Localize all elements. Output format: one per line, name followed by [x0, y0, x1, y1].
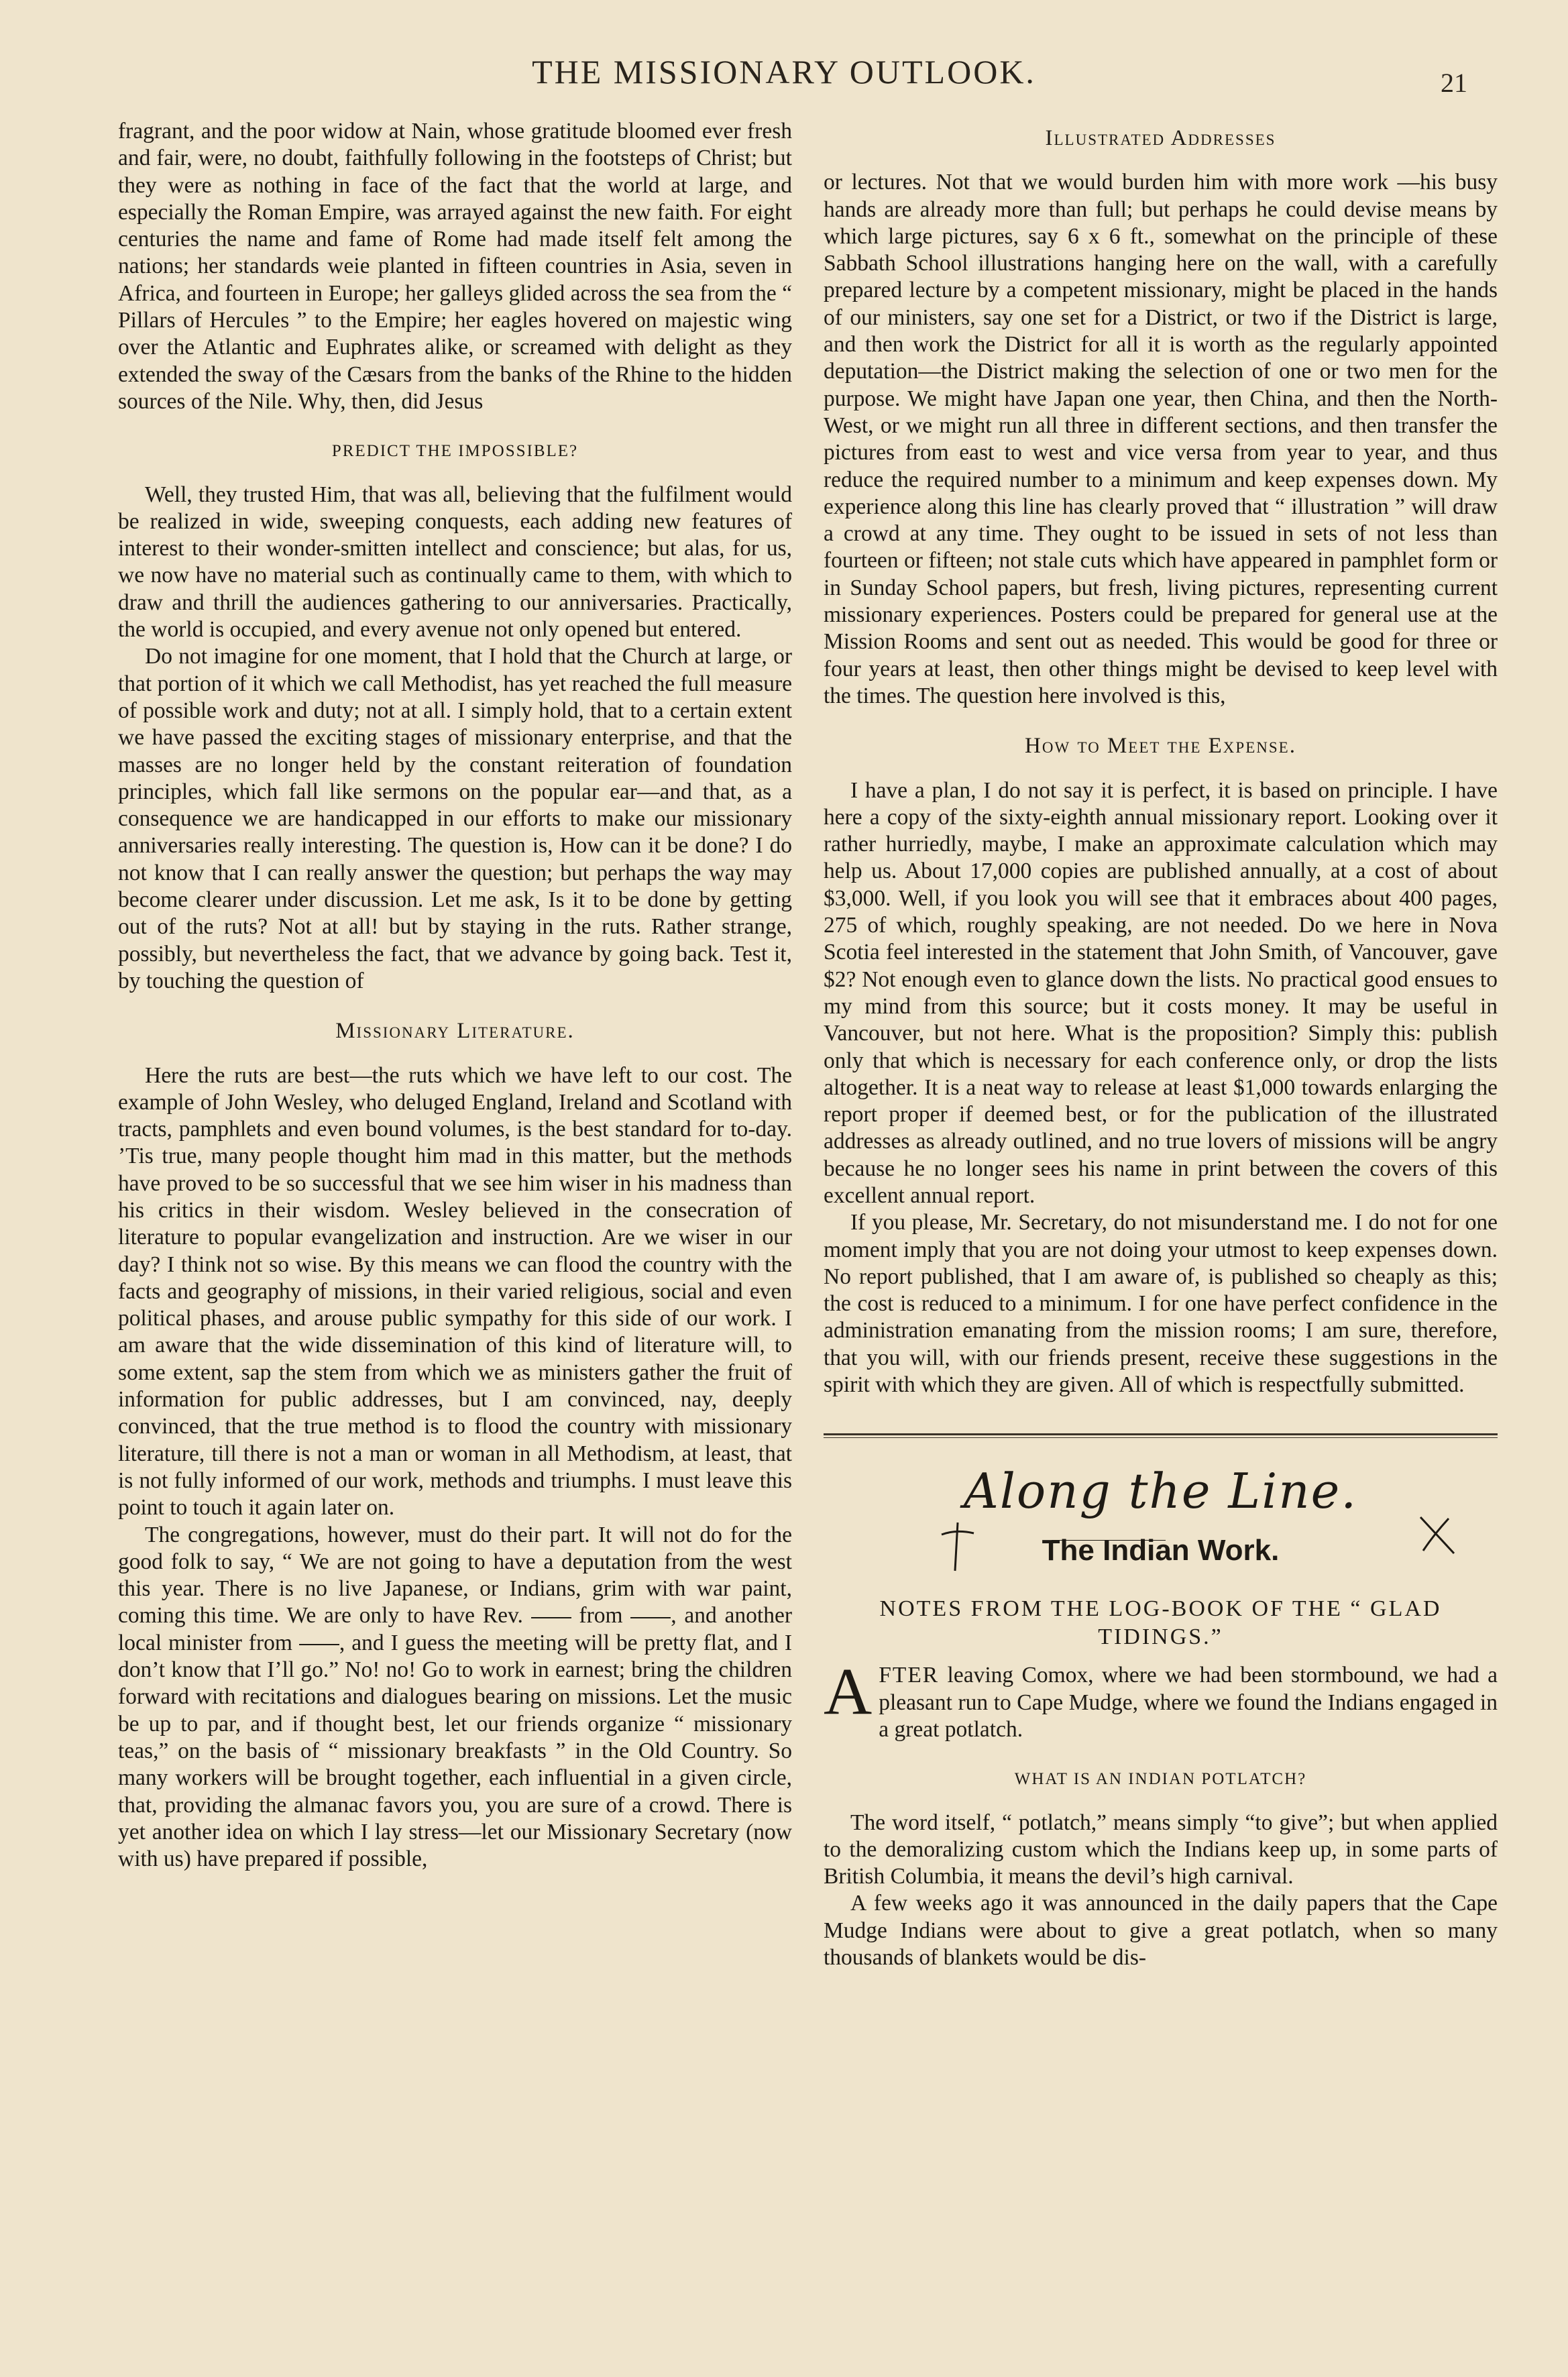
- paragraph: Well, they trusted Him, that was all, believing that the fulfilment would be realized in wide, sweeping conquests, each adding new features of interest to their wonder-smitten intellect and conscience; but alas, for us, we now have no material such as continually came to them, with which to draw and thrill the audiences gathering to our anniversaries. Practically, the world is occupied, and every avenue not only opened but entered.: [118, 482, 792, 643]
- paragraph: If you please, Mr. Secretary, do not misunderstand me. I do not for one moment imply that you are not doing your utmost to keep expenses down. No report published, that I am aware of, is published so cheaply as this; the cost is reduced to a minimum. I for one have perfect confidence in the administration emanating from the mission rooms; I am sure, therefore, that you will, with our friends present, receive these suggestions in the spirit with which they are given. All of which is respectfully submitted.: [824, 1210, 1498, 1398]
- blank-dash: [531, 1617, 571, 1618]
- section-heading-predict: PREDICT THE IMPOSSIBLE?: [331, 442, 579, 461]
- running-title: THE MISSIONARY OUTLOOK.: [532, 53, 1036, 91]
- text-run: The congregations, however, must do their part. It will not do for the good folk to say, “ We are not going to have a deputation from the west this year. There is no live Japanese, or Indians, grim with war paint, coming this time. We are only to have Rev.: [118, 1522, 792, 1628]
- section-divider: [824, 1433, 1498, 1438]
- section-heading-potlatch: WHAT IS AN INDIAN POTLATCH?: [1014, 1770, 1307, 1789]
- section-heading-literature: Missionary Literature.: [335, 1019, 575, 1044]
- first-word: FTER: [879, 1663, 940, 1688]
- x-mark-icon: [1414, 1512, 1461, 1559]
- paragraph: fragrant, and the poor widow at Nain, whose gratitude bloomed ever fresh and fair, were, no doubt, faithfully following in the footsteps of Christ; but they were as nothing in face of the fact that the world at large, and especially the Roman Empire, was arrayed against the new faith. For eight centuries the name and fame of Rome had made itself felt among the nations; her standards weie planted in fifteen countries in Asia, seven in Africa, and fourteen in Europe; her galleys glided across the sea from the “ Pillars of Hercules ” to the Empire; her eagles hovered on majestic wing over the Atlantic and Euphrates alike, or screamed with delight as they extended the sway of the Cæsars from the banks of the Rhine to the hidden sources of the Nile. Why, then, did Jesus: [118, 119, 792, 414]
- paragraph-congregations: [118, 1522, 792, 1873]
- text-run: from: [579, 1603, 623, 1628]
- left-column: [118, 118, 792, 1873]
- dropcap-paragraph: [824, 1654, 1498, 1743]
- blank-dash: [299, 1644, 339, 1645]
- text-run: leaving Comox, where we had been stormbound, we had a pleasant run to Cape Mudge, where we found the Indians engaged in a great potlatch.: [879, 1663, 1498, 1742]
- text-run: , and another local minister from: [118, 1603, 792, 1655]
- paragraph: Here the ruts are best—the ruts which we have left to our cost. The example of John Wesley, who deluged England, Ireland and Scotland with tracts, pamphlets and even bound volumes, is the best standard for to-day. ’Tis true, many people thought him mad in this matter, but the methods have proved to be so successful that we see him wiser in his madness than his critics in their wisdom. Wesley believed in the consecration of literature to popular evangelization and instruction. Are we wiser in our day? I think not so wise. By this means we can flood the country with the facts and geography of missions, in their varied religious, social and even political phases, and arouse public sympathy for this side of our work. I am aware that the wide dissemination of this kind of literature will, to some extent, sap the stem from which we as ministers gather the fruit of information for public addresses, but I am convinced, nay, deeply convinced, that the true method is to flood the country with missionary literature, till there is not a man or woman in all Methodism, at least, that is not fully informed of our work, methods and triumphs. I must leave this point to touch it again later on.: [118, 1062, 792, 1521]
- paragraph: A few weeks ago it was announced in the daily papers that the Cape Mudge Indians were about to give a great potlatch, when so many thousands of blankets would be dis-: [824, 1891, 1498, 1971]
- section-heading-illustrated: Illustrated Addresses: [1045, 126, 1276, 150]
- sub-title-row: [824, 1524, 1498, 1578]
- paragraph: I have a plan, I do not say it is perfect, it is based on principle. I have here a copy of the sixty-eighth annual missionary report. Looking over it rather hurriedly, maybe, I make an approximate calculation which may help us. About 17,000 copies are published annually, at a cost of about $3,000. Well, if you look you will see that it embraces about 400 pages, 275 of which, roughly speaking, are not needed. Do we here in Nova Scotia feel interested in the statement that John Smith, of Vancouver, gave $2? Not enough even to glance down the lists. No practical good ensues to my mind from this source; but it costs money. It may be useful in Vancouver, but not here. What is the proposition? Simply this: publish only that which is necessary for each conference only, or drop the lists altogether. It is a neat way to release at least $1,000 towards enlarging the report proper if deemed best, or for the publication of the illustrated addresses as already outlined, and no true lovers of missions will be angry because he no longer sees his name in print between the covers of this excellent annual report.: [824, 777, 1498, 1208]
- along-the-line-title: Along the Line.: [963, 1463, 1358, 1520]
- text-run: , and I guess the meeting will be pretty flat, and I don’t know that I’ll go.” No! no! Go to work in earnest; bring the children forward with recitations and dialogues bearing on missions. Let the music be up to par, and if thought best, let our friends organize “ missionary teas,” on the basis of “ missionary breakfasts ” in the Old Country. So many workers will be brought together, each influential in a given circle, that, providing the almanac favors you, you are sure of a crowd. There is yet another idea on which I lay stress—let our Missionary Secretary (now with us) have prepared if possible,: [118, 1630, 793, 1872]
- drop-cap: A: [824, 1654, 873, 1729]
- page-number: 21: [1441, 68, 1467, 98]
- blank-dash: [630, 1617, 671, 1618]
- paragraph: The word itself, “ potlatch,” means simply “to give”; but when applied to the demoralizing custom which the Indians keep up, in some parts of British Columbia, it means the devil’s high carnival.: [824, 1810, 1498, 1889]
- notes-heading: NOTES FROM THE LOG-BOOK OF THE “ GLAD TIDINGS.”: [879, 1596, 1442, 1650]
- right-column: [824, 118, 1498, 1971]
- paragraph: Do not imagine for one moment, that I hold that the Church at large, or that portion of it which we call Methodist, has yet reached the full measure of possible work and duty; not at all. I simply hold, that to a certain extent we have passed the exciting stages of missionary enterprise, and that the masses are no longer held by the constant reiteration of foundation principles, which fall like sermons on the popular ear—and that, as a consequence we are handicapped in our efforts to make our missionary anniversaries really interesting. The question is, How can it be done? I do not know that I can really answer the question; but perhaps the way may become clearer under discussion. Let me ask, Is it to be done by getting out of the ruts? Not at all! but by staying in the ruts. Rather strange, possibly, but nevertheless the fact, that we advance by going back. Test it, by touching the question of: [118, 644, 792, 993]
- indian-work-subtitle: The Indian Work.: [1042, 1534, 1280, 1567]
- section-heading-expense: How to Meet the Expense.: [1025, 734, 1296, 759]
- paragraph: or lectures. Not that we would burden him with more work —his busy hands are already more than full; but perhaps he could devise means by which large pictures, say 6 x 6 ft., somewhat on the principle of these Sabbath School illustrations hanging here on the wall, with a carefully prepared lecture by a competent missionary, might be placed in the hands of our ministers, say one set for a District, or two if the District is large, and then work the District for all it is worth as the regularly appointed deputation—the District making the selection of one or two men for the purpose. We might have Japan one year, then China, and then the North-West, or we might run all three in different sections, and then transfer the pictures from east to west and vice versa from year to year, and thus reduce the required number to a minimum and keep expenses down. My experience along this line has clearly proved that “ illustration ” will draw a crowd at any time. They ought to be issued in sets of not less than fourteen or fifteen; not stale cuts which have appeared in pamphlet form or in Sunday School papers, but fresh, living pictures, representing current missionary experiences. Posters could be prepared for general use at the Mission Rooms and sent out as needed. This would be good for three or four years at least, then other things might be devised to keep level with the times. The question here involved is this,: [824, 170, 1498, 708]
